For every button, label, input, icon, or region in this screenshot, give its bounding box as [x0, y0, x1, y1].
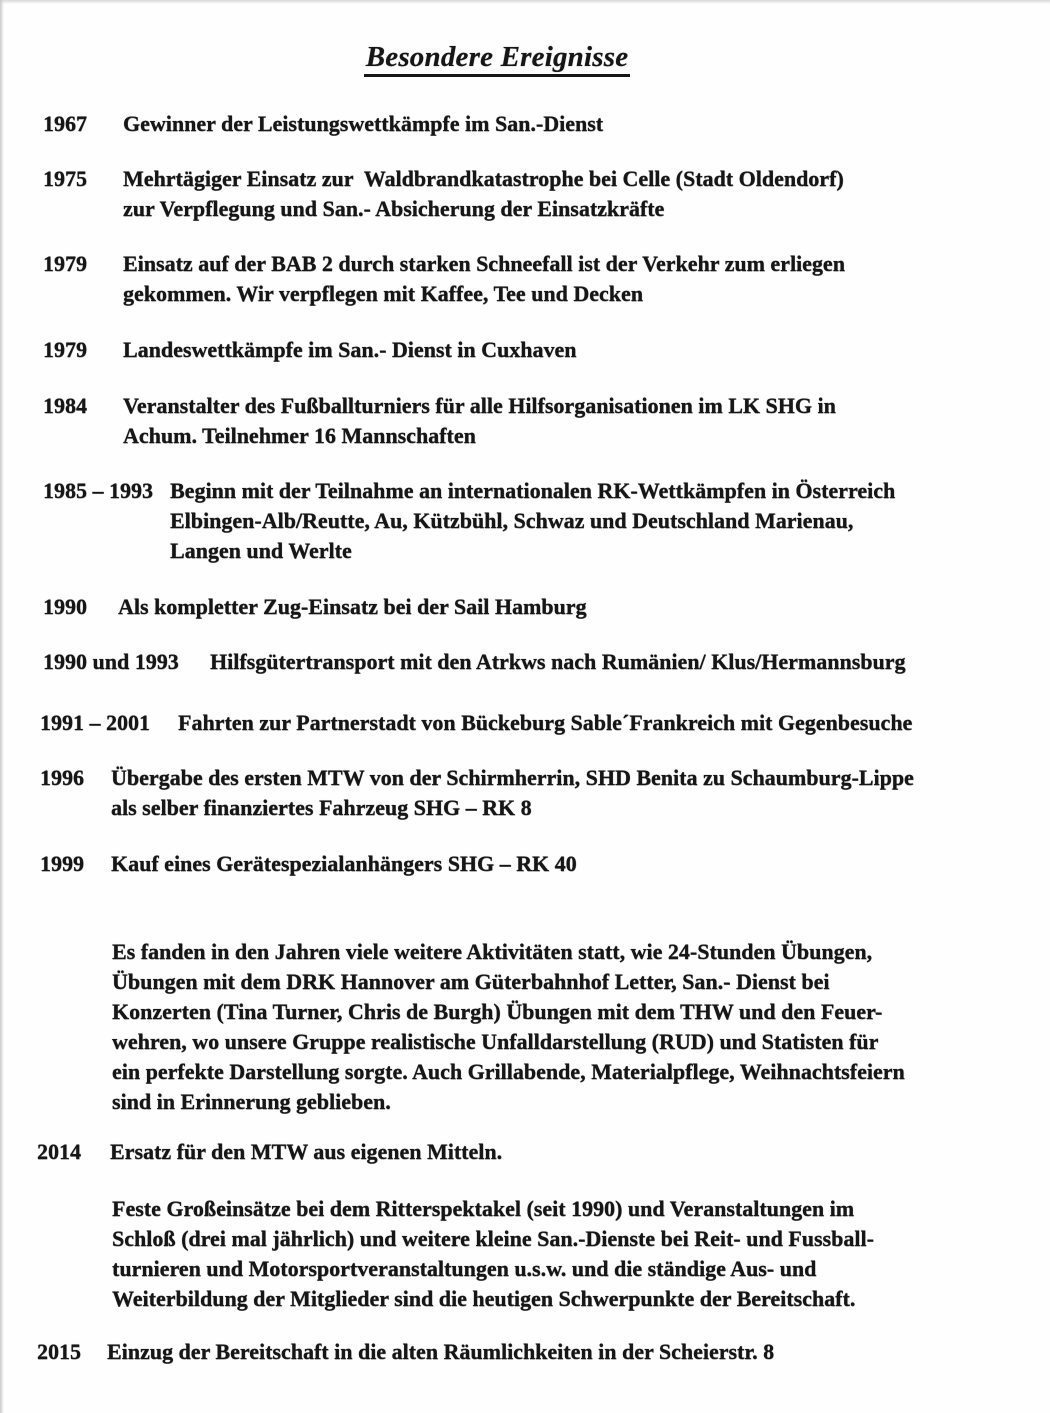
timeline-entry	[40, 763, 914, 823]
entry-year-label: 1991 – 2001	[40, 710, 150, 735]
entry-year-label: 2014	[37, 1139, 81, 1164]
timeline-paragraph	[112, 937, 905, 1117]
entry-year-label: 1975	[43, 166, 87, 191]
timeline-entry	[43, 109, 603, 139]
page-title-text: Besondere Ereignisse	[364, 41, 631, 77]
entry-year-label: 1967	[43, 111, 87, 136]
timeline-entry	[40, 708, 912, 738]
entry-text: Übergabe des ersten MTW von der Schirmherrin, SHD Benita zu Schaumburg-Lippe als selber finanziertes Fahrzeug SHG – RK 8	[111, 765, 914, 820]
entry-text: Als kompletter Zug-Einsatz bei der Sail Hamburg	[118, 594, 587, 619]
page-title	[0, 41, 994, 74]
entry-year-label: 1990 und 1993	[43, 649, 179, 674]
timeline-entry	[43, 476, 895, 566]
scan-artifact-top-edge	[0, 0, 1050, 4]
entry-text: Feste Großeinsätze bei dem Ritterspektakel (seit 1990) und Veranstaltungen im Schloß (drei mal jährlich) und weitere kleine San.-Dienste bei Reit- und Fussball- turnieren und Motorsportveranstaltungen u.s.w. und die ständige Aus- und Weiterbildung der Mitglieder sind die heutigen Schwerpunkte der Bereitschaft.	[112, 1196, 874, 1311]
entry-year-label: 1996	[40, 765, 84, 790]
entry-text: Landeswettkämpfe im San.- Dienst in Cuxhaven	[123, 337, 577, 362]
entry-text: Einzug der Bereitschaft in die alten Räumlichkeiten in der Scheierstr. 8	[107, 1339, 775, 1364]
timeline-entry	[43, 647, 906, 677]
timeline-entry	[43, 391, 836, 451]
timeline-entry	[43, 335, 577, 365]
entry-text: Gewinner der Leistungswettkämpfe im San.-Dienst	[123, 111, 604, 136]
entry-text: Kauf eines Gerätespezialanhängers SHG – RK 40	[111, 851, 577, 876]
timeline-paragraph	[112, 1194, 874, 1314]
entry-year-label: 1990	[43, 594, 87, 619]
entry-year-label: 1999	[40, 851, 84, 876]
timeline-entry	[43, 592, 587, 622]
scan-artifact-left-edge	[0, 0, 4, 1413]
timeline-entry	[37, 1337, 774, 1367]
entry-text: Veranstalter des Fußballturniers für alle Hilfsorganisationen im LK SHG in Achum. Teilnehmer 16 Mannschaften	[123, 393, 836, 448]
entry-text: Beginn mit der Teilnahme an internationalen RK-Wettkämpfen in Österreich Elbingen-Alb/Reutte, Au, Kützbühl, Schwaz und Deutschland Marienau, Langen und Werlte	[170, 478, 896, 563]
timeline-entry	[43, 249, 845, 309]
timeline-entry	[37, 1137, 502, 1167]
entry-year-label: 1985 – 1993	[43, 478, 153, 503]
entry-year-label: 1979	[43, 251, 87, 276]
entry-text: Hilfsgütertransport mit den Atrkws nach Rumänien/ Klus/Hermannsburg	[210, 649, 906, 674]
entry-text: Mehrtägiger Einsatz zur Waldbrandkatastrophe bei Celle (Stadt Oldendorf) zur Verpflegung und San.- Absicherung der Einsatzkräfte	[123, 166, 844, 221]
timeline-entry	[43, 164, 844, 224]
entry-text: Es fanden in den Jahren viele weitere Aktivitäten statt, wie 24-Stunden Übungen, Übungen mit dem DRK Hannover am Güterbahnhof Letter, San.- Dienst bei Konzerten (Tina Turner, Chris de Burgh) Übungen mit dem THW und den Feuer- wehren, wo unsere Gruppe realistische Unfalldarstellung (RUD) und Statisten für ein perfekte Darstellung sorgte. Auch Grillabende, Materialpflege, Weihnachtsfeiern sind in Erinnerung geblieben.	[112, 939, 905, 1114]
entry-text: Einsatz auf der BAB 2 durch starken Schneefall ist der Verkehr zum erliegen gekommen. Wir verpflegen mit Kaffee, Tee und Decken	[123, 251, 845, 306]
entry-year-label: 1984	[43, 393, 87, 418]
entry-text: Fahrten zur Partnerstadt von Bückeburg Sable´Frankreich mit Gegenbesuche	[178, 710, 913, 735]
entry-year-label: 2015	[37, 1339, 81, 1364]
timeline-entry	[40, 849, 577, 879]
entry-year-label: 1979	[43, 337, 87, 362]
entry-text: Ersatz für den MTW aus eigenen Mitteln.	[110, 1139, 503, 1164]
